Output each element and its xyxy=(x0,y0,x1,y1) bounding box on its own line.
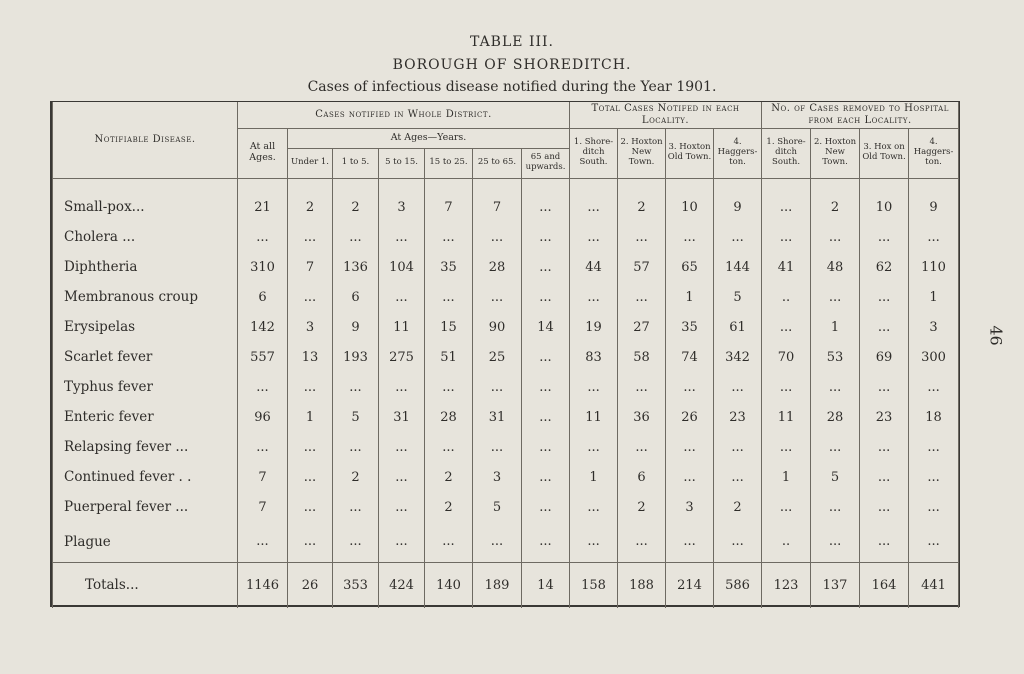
table-row xyxy=(53,402,959,432)
disease-name: Small-pox... xyxy=(53,178,238,222)
cell-value: 15 xyxy=(425,312,473,342)
cell-value: ... xyxy=(288,372,333,402)
cell-value: ... xyxy=(860,522,909,562)
cell-value: ... xyxy=(473,372,522,402)
table-row xyxy=(53,252,959,282)
cell-value: ... xyxy=(570,178,618,222)
totals-label: Totals... xyxy=(53,562,238,608)
cell-value: ... xyxy=(714,222,762,252)
cell-value: ... xyxy=(522,402,570,432)
cell-value: ... xyxy=(522,222,570,252)
cell-value: 36 xyxy=(618,402,666,432)
cell-value: 3 xyxy=(288,312,333,342)
disease-table-frame xyxy=(50,101,960,607)
cell-value: 5 xyxy=(811,462,860,492)
cell-value: ... xyxy=(666,372,714,402)
cell-value: ... xyxy=(379,492,425,522)
cell-value: 69 xyxy=(860,342,909,372)
total-value: 586 xyxy=(714,562,762,608)
cell-value: ... xyxy=(522,522,570,562)
header-hospital-4: 4. Haggers-ton. xyxy=(909,128,959,178)
cell-value: ... xyxy=(425,282,473,312)
borough-title: BOROUGH OF SHOREDITCH. xyxy=(392,57,632,73)
cell-value: 41 xyxy=(762,252,811,282)
cell-value: ... xyxy=(909,372,959,402)
cell-value: 28 xyxy=(473,252,522,282)
cell-value: 2 xyxy=(714,492,762,522)
cell-value: ... xyxy=(714,372,762,402)
cell-value: ... xyxy=(473,522,522,562)
page-number: 46 xyxy=(986,325,1006,346)
cell-value: ... xyxy=(288,522,333,562)
cell-value: ... xyxy=(288,222,333,252)
cell-value: 9 xyxy=(909,178,959,222)
disease-name: Continued fever . . xyxy=(53,462,238,492)
header-locality-group: Total Cases Notifed in each Locality. xyxy=(570,102,762,128)
cell-value: 5 xyxy=(714,282,762,312)
cell-value: 58 xyxy=(618,342,666,372)
cell-value: 18 xyxy=(909,402,959,432)
table-row xyxy=(53,282,959,312)
cell-value: 7 xyxy=(473,178,522,222)
cell-value: 65 xyxy=(666,252,714,282)
cell-value: ... xyxy=(860,312,909,342)
total-value: 353 xyxy=(333,562,379,608)
cell-value: ... xyxy=(238,432,288,462)
table-row xyxy=(53,462,959,492)
cell-value: ... xyxy=(379,282,425,312)
cell-value: 7 xyxy=(238,462,288,492)
header-age-25-65: 25 to 65. xyxy=(473,148,522,178)
cell-value: ... xyxy=(288,462,333,492)
cell-value: 57 xyxy=(618,252,666,282)
cell-value: 3 xyxy=(666,492,714,522)
cell-value: ... xyxy=(570,522,618,562)
total-value: 14 xyxy=(522,562,570,608)
cell-value: ... xyxy=(473,282,522,312)
cell-value: 28 xyxy=(811,402,860,432)
cell-value: ... xyxy=(811,432,860,462)
cell-value: ... xyxy=(522,342,570,372)
cell-value: 21 xyxy=(238,178,288,222)
cell-value: ... xyxy=(714,522,762,562)
total-value: 188 xyxy=(618,562,666,608)
cell-value: ... xyxy=(666,462,714,492)
cell-value: 35 xyxy=(666,312,714,342)
cell-value: 7 xyxy=(288,252,333,282)
cell-value: 13 xyxy=(288,342,333,372)
cell-value: 1 xyxy=(811,312,860,342)
cell-value: ... xyxy=(379,372,425,402)
cell-value: ... xyxy=(762,178,811,222)
header-locality-1: 1. Shore-ditch South. xyxy=(570,128,618,178)
disease-name: Erysipelas xyxy=(53,312,238,342)
cell-value: ... xyxy=(238,222,288,252)
header-at-ages: At Ages—Years. xyxy=(288,128,570,148)
header-age-15-25: 15 to 25. xyxy=(425,148,473,178)
header-notifiable-disease: Notifiable Disease. xyxy=(53,102,238,178)
cell-value: 136 xyxy=(333,252,379,282)
cell-value: ... xyxy=(666,432,714,462)
table-row xyxy=(53,312,959,342)
header-hospital-group: No. of Cases removed to Hospital from each Locality. xyxy=(762,102,959,128)
header-age-1-5: 1 to 5. xyxy=(333,148,379,178)
total-value: 214 xyxy=(666,562,714,608)
cell-value: 2 xyxy=(425,462,473,492)
cell-value: 90 xyxy=(473,312,522,342)
header-age-65-up: 65 and upwards. xyxy=(522,148,570,178)
cell-value: ... xyxy=(860,462,909,492)
cell-value: 6 xyxy=(238,282,288,312)
cell-value: 11 xyxy=(570,402,618,432)
table-subtitle: Cases of infectious disease notified during the Year 1901. xyxy=(307,79,717,95)
cell-value: 2 xyxy=(333,178,379,222)
cell-value: ... xyxy=(762,372,811,402)
cell-value: ... xyxy=(288,492,333,522)
disease-name: Typhus fever xyxy=(53,372,238,402)
cell-value: 1 xyxy=(762,462,811,492)
cell-value: ... xyxy=(570,492,618,522)
cell-value: 5 xyxy=(333,402,379,432)
cell-value: ... xyxy=(762,492,811,522)
disease-name: Cholera ... xyxy=(53,222,238,252)
cell-value: 142 xyxy=(238,312,288,342)
disease-name: Scarlet fever xyxy=(53,342,238,372)
cell-value: 25 xyxy=(473,342,522,372)
cell-value: ... xyxy=(570,282,618,312)
total-value: 164 xyxy=(860,562,909,608)
disease-name: Plague xyxy=(53,522,238,562)
cell-value: 2 xyxy=(811,178,860,222)
cell-value: 3 xyxy=(473,462,522,492)
disease-name: Relapsing fever ... xyxy=(53,432,238,462)
total-value: 26 xyxy=(288,562,333,608)
cell-value: ... xyxy=(811,522,860,562)
cell-value: 26 xyxy=(666,402,714,432)
cell-value: 110 xyxy=(909,252,959,282)
cell-value: 6 xyxy=(618,462,666,492)
cell-value: 83 xyxy=(570,342,618,372)
cell-value: 61 xyxy=(714,312,762,342)
cell-value: ... xyxy=(473,222,522,252)
cell-value: 9 xyxy=(714,178,762,222)
disease-name: Enteric fever xyxy=(53,402,238,432)
cell-value: ... xyxy=(860,222,909,252)
cell-value: 31 xyxy=(379,402,425,432)
cell-value: 35 xyxy=(425,252,473,282)
cell-value: 31 xyxy=(473,402,522,432)
cell-value: 27 xyxy=(618,312,666,342)
cell-value: 19 xyxy=(570,312,618,342)
cell-value: ... xyxy=(618,372,666,402)
header-age-under-1: Under 1. xyxy=(288,148,333,178)
cell-value: 3 xyxy=(909,312,959,342)
cell-value: 9 xyxy=(333,312,379,342)
cell-value: ... xyxy=(666,222,714,252)
cell-value: 62 xyxy=(860,252,909,282)
total-value: 140 xyxy=(425,562,473,608)
table-row xyxy=(53,522,959,562)
cell-value: ... xyxy=(762,432,811,462)
header-age-5-15: 5 to 15. xyxy=(379,148,425,178)
cell-value: 104 xyxy=(379,252,425,282)
cell-value: 23 xyxy=(860,402,909,432)
table-row xyxy=(53,222,959,252)
cell-value: 14 xyxy=(522,312,570,342)
cell-value: 10 xyxy=(860,178,909,222)
cell-value: 1 xyxy=(666,282,714,312)
cell-value: ... xyxy=(570,222,618,252)
cell-value: ... xyxy=(618,222,666,252)
cell-value: 2 xyxy=(425,492,473,522)
cell-value: ... xyxy=(618,522,666,562)
cell-value: ... xyxy=(762,312,811,342)
cell-value: ... xyxy=(618,432,666,462)
cell-value: ... xyxy=(811,222,860,252)
cell-value: 193 xyxy=(333,342,379,372)
cell-value: ... xyxy=(909,522,959,562)
cell-value: 10 xyxy=(666,178,714,222)
cell-value: 2 xyxy=(333,462,379,492)
total-value: 441 xyxy=(909,562,959,608)
cell-value: ... xyxy=(425,432,473,462)
cell-value: 48 xyxy=(811,252,860,282)
cell-value: 23 xyxy=(714,402,762,432)
cell-value: 96 xyxy=(238,402,288,432)
cell-value: 342 xyxy=(714,342,762,372)
disease-name: Membranous croup xyxy=(53,282,238,312)
cell-value: ... xyxy=(522,252,570,282)
cell-value: 51 xyxy=(425,342,473,372)
cell-value: 2 xyxy=(618,492,666,522)
cell-value: ... xyxy=(762,222,811,252)
cell-value: ... xyxy=(288,432,333,462)
cell-value: 7 xyxy=(238,492,288,522)
cell-value: 44 xyxy=(570,252,618,282)
cell-value: ... xyxy=(666,522,714,562)
cell-value: 11 xyxy=(379,312,425,342)
total-value: 137 xyxy=(811,562,860,608)
cell-value: 1 xyxy=(288,402,333,432)
cell-value: 300 xyxy=(909,342,959,372)
cell-value: ... xyxy=(860,492,909,522)
cell-value: ... xyxy=(860,372,909,402)
cell-value: ... xyxy=(618,282,666,312)
cell-value: 2 xyxy=(288,178,333,222)
cell-value: ... xyxy=(238,522,288,562)
cell-value: 1 xyxy=(570,462,618,492)
cell-value: ... xyxy=(288,282,333,312)
cell-value: ... xyxy=(333,372,379,402)
cell-value: 70 xyxy=(762,342,811,372)
cell-value: ... xyxy=(570,432,618,462)
total-value: 158 xyxy=(570,562,618,608)
cell-value: ... xyxy=(238,372,288,402)
header-locality-2: 2. Hoxton New Town. xyxy=(618,128,666,178)
totals-row xyxy=(53,562,959,608)
cell-value: 6 xyxy=(333,282,379,312)
header-hospital-3: 3. Hox on Old Town. xyxy=(860,128,909,178)
header-hospital-1: 1. Shore-ditch South. xyxy=(762,128,811,178)
cell-value: 74 xyxy=(666,342,714,372)
cell-value: ... xyxy=(379,522,425,562)
cell-value: ... xyxy=(473,432,522,462)
header-locality-4: 4. Haggers-ton. xyxy=(714,128,762,178)
cell-value: ... xyxy=(333,522,379,562)
header-whole-district: Cases notified in Whole District. xyxy=(238,102,570,128)
cell-value: 275 xyxy=(379,342,425,372)
table-row xyxy=(53,342,959,372)
cell-value: .. xyxy=(762,282,811,312)
disease-name: Diphtheria xyxy=(53,252,238,282)
cell-value: 5 xyxy=(473,492,522,522)
cell-value: 11 xyxy=(762,402,811,432)
cell-value: ... xyxy=(522,178,570,222)
cell-value: ... xyxy=(860,282,909,312)
cell-value: ... xyxy=(522,462,570,492)
cell-value: ... xyxy=(379,432,425,462)
cell-value: ... xyxy=(860,432,909,462)
cell-value: 310 xyxy=(238,252,288,282)
cell-value: ... xyxy=(909,462,959,492)
cell-value: ... xyxy=(570,372,618,402)
disease-table xyxy=(52,102,959,608)
cell-value: 7 xyxy=(425,178,473,222)
header-hospital-2: 2. Hoxton New Town. xyxy=(811,128,860,178)
cell-value: ... xyxy=(333,432,379,462)
cell-value: ... xyxy=(811,492,860,522)
cell-value: ... xyxy=(425,372,473,402)
total-value: 424 xyxy=(379,562,425,608)
cell-value: ... xyxy=(379,462,425,492)
cell-value: 2 xyxy=(618,178,666,222)
cell-value: ... xyxy=(522,492,570,522)
cell-value: ... xyxy=(522,282,570,312)
total-value: 1146 xyxy=(238,562,288,608)
cell-value: .. xyxy=(762,522,811,562)
disease-name: Puerperal fever ... xyxy=(53,492,238,522)
header-locality-3: 3. Hoxton Old Town. xyxy=(666,128,714,178)
cell-value: 28 xyxy=(425,402,473,432)
table-row xyxy=(53,432,959,462)
table-number: TABLE III. xyxy=(470,34,554,50)
cell-value: ... xyxy=(811,372,860,402)
total-value: 123 xyxy=(762,562,811,608)
cell-value: ... xyxy=(909,432,959,462)
cell-value: ... xyxy=(333,492,379,522)
total-value: 189 xyxy=(473,562,522,608)
cell-value: ... xyxy=(379,222,425,252)
cell-value: ... xyxy=(714,462,762,492)
header-all-ages: At all Ages. xyxy=(238,128,288,178)
cell-value: ... xyxy=(714,432,762,462)
cell-value: ... xyxy=(522,372,570,402)
cell-value: ... xyxy=(811,282,860,312)
cell-value: 557 xyxy=(238,342,288,372)
cell-value: ... xyxy=(522,432,570,462)
cell-value: ... xyxy=(425,522,473,562)
table-body xyxy=(53,178,959,608)
cell-value: 144 xyxy=(714,252,762,282)
cell-value: 1 xyxy=(909,282,959,312)
cell-value: ... xyxy=(909,492,959,522)
cell-value: ... xyxy=(425,222,473,252)
cell-value: ... xyxy=(333,222,379,252)
table-row xyxy=(53,492,959,522)
cell-value: 53 xyxy=(811,342,860,372)
table-row xyxy=(53,178,959,222)
cell-value: 3 xyxy=(379,178,425,222)
cell-value: ... xyxy=(909,222,959,252)
table-row xyxy=(53,372,959,402)
